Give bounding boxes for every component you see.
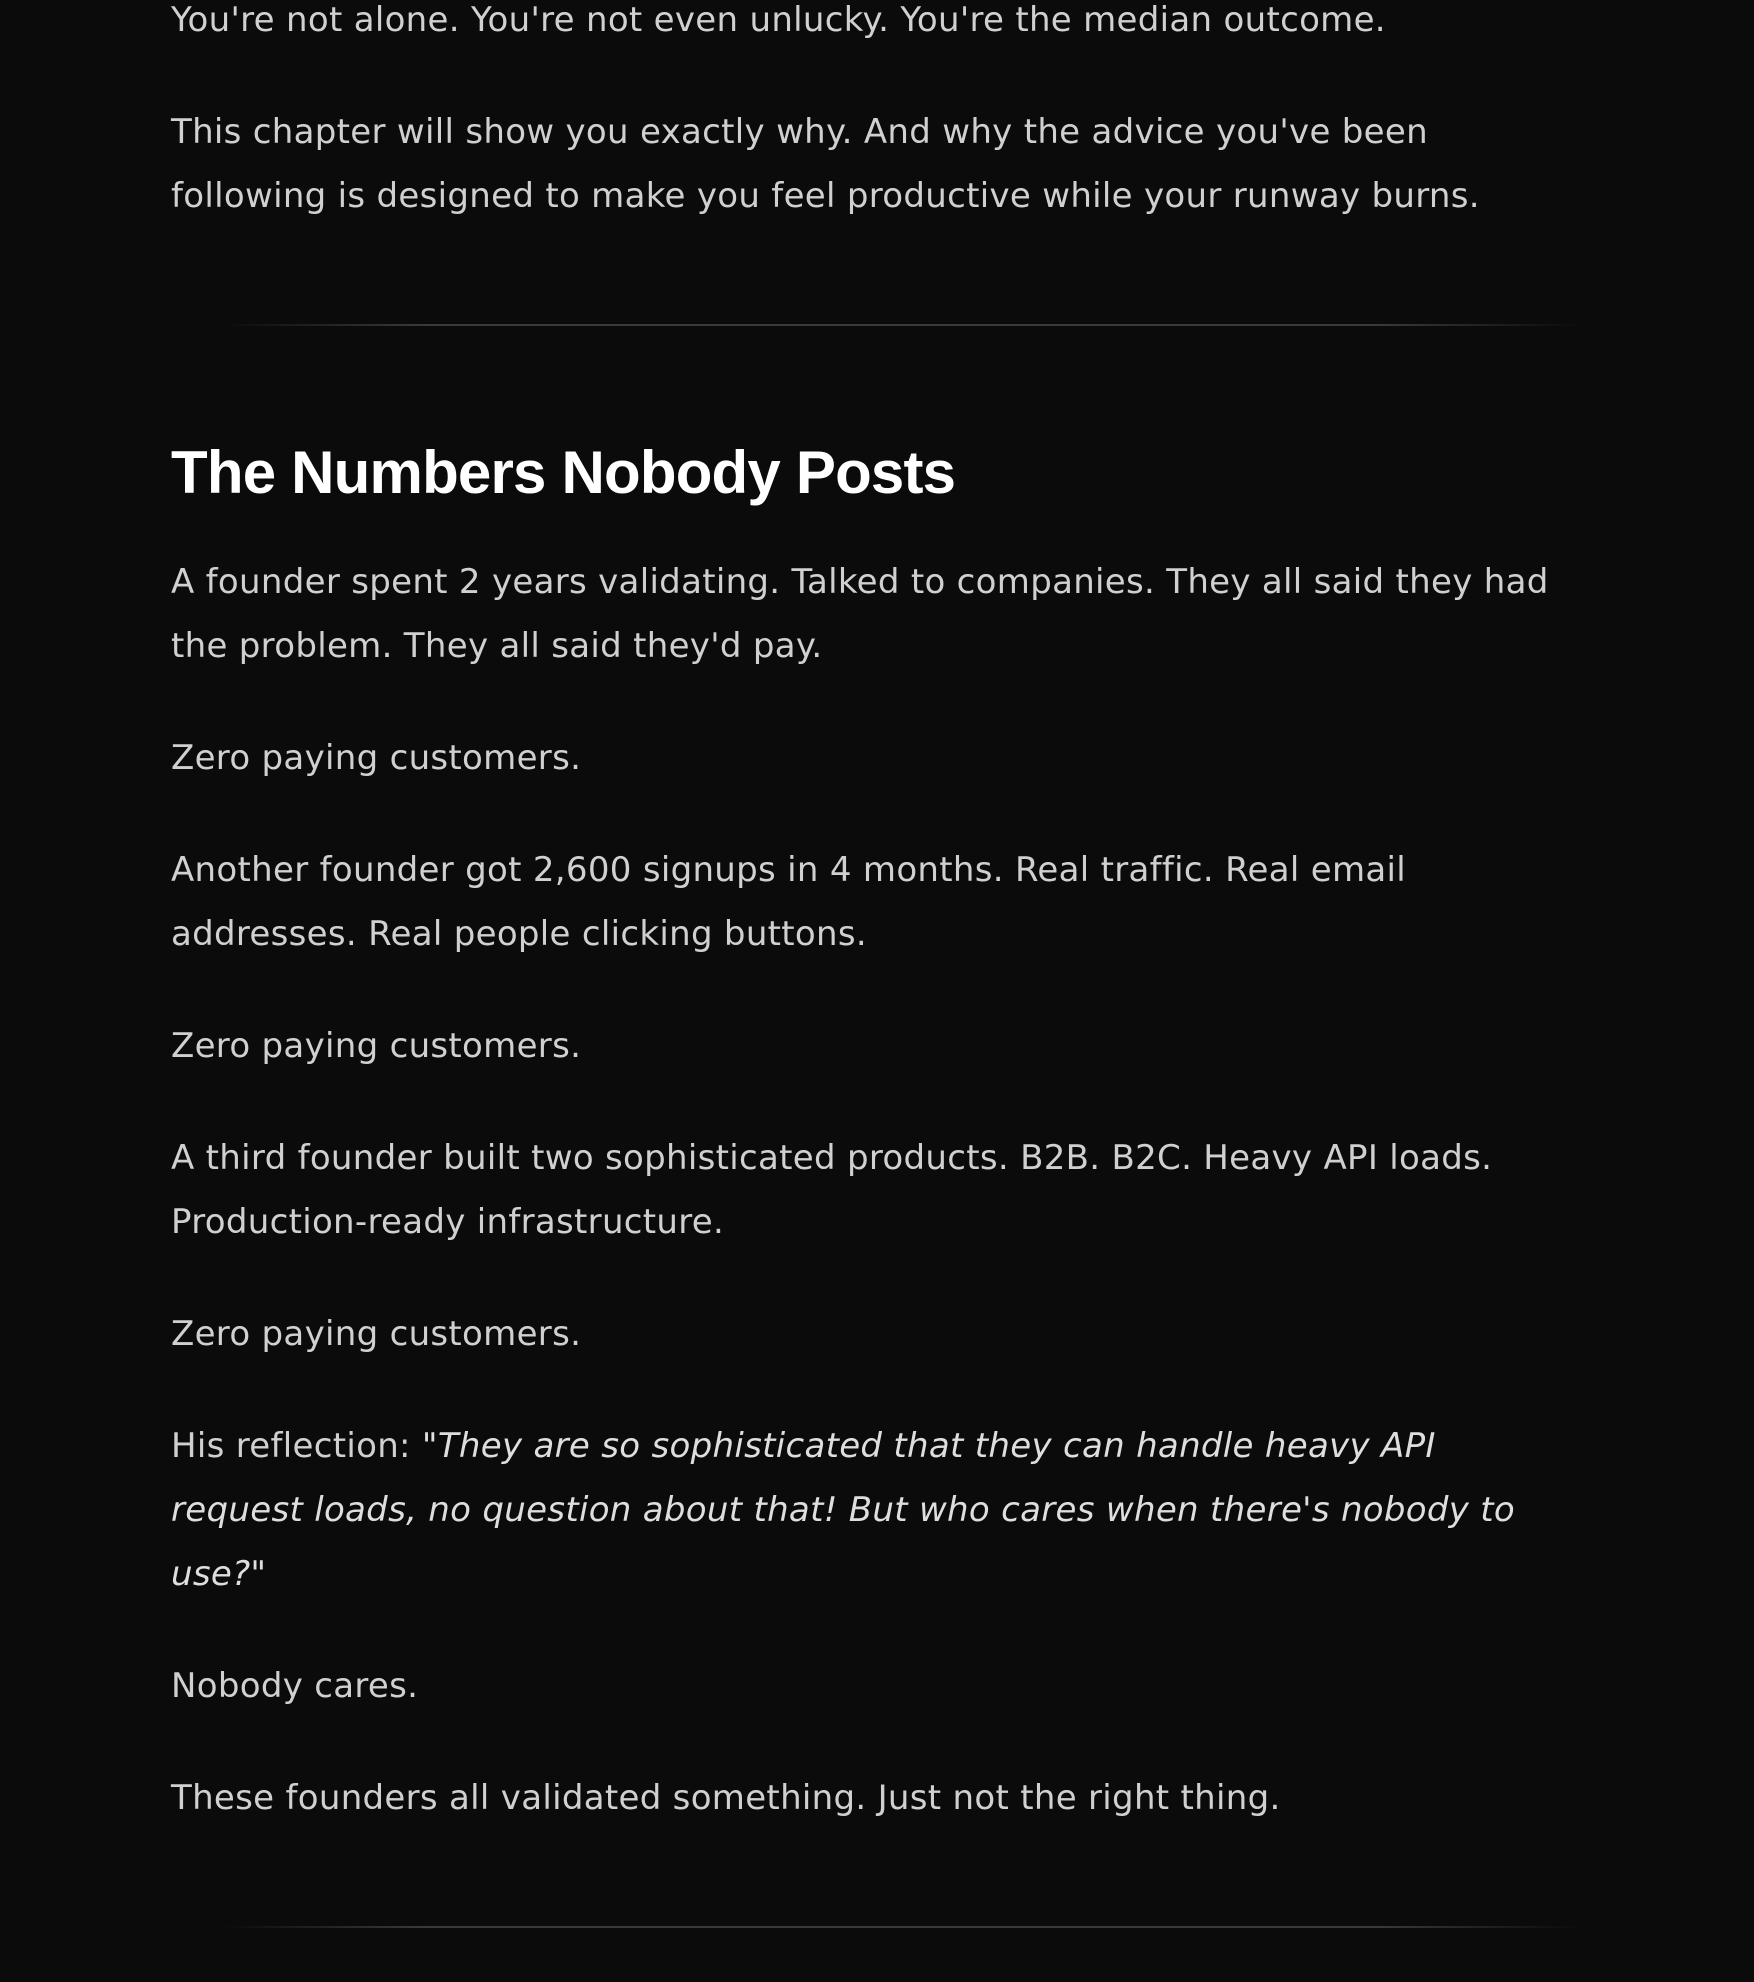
paragraph-founder-2-line-1: Another founder got 2,600 signups in 4 months. Real traffic. Real email — [171, 850, 1406, 890]
reflection-quote-3: use?" — [171, 1554, 267, 1594]
section-divider-top — [221, 324, 1581, 326]
paragraph-founder-3-line-1: A third founder built two sophisticated products. B2B. B2C. Heavy API loads. — [171, 1138, 1493, 1178]
zero-customers-2: Zero paying customers. — [171, 1026, 582, 1066]
section-divider-bottom — [221, 1926, 1581, 1928]
reflection-label: His reflection: — [171, 1426, 422, 1466]
intro-line: You're not alone. You're not even unlucky. You're the median outcome. — [171, 0, 1386, 40]
paragraph-founder-1-line-2: the problem. They all said they'd pay. — [171, 626, 823, 666]
paragraph-founder-3-line-2: Production-ready infrastructure. — [171, 1202, 725, 1242]
reflection-line-1 — [171, 1414, 1436, 1478]
section-title: The Numbers Nobody Posts — [171, 439, 956, 506]
closing-line: These founders all validated something. Just not the right thing. — [171, 1778, 1281, 1818]
zero-customers-3: Zero paying customers. — [171, 1314, 582, 1354]
chapter-intro-line-2: following is designed to make you feel productive while your runway burns. — [171, 176, 1480, 216]
zero-customers-1: Zero paying customers. — [171, 738, 582, 778]
reflection-quote-2: request loads, no question about that! But who cares when there's nobody to — [171, 1490, 1516, 1530]
chapter-intro-line-1: This chapter will show you exactly why. And why the advice you've been — [171, 112, 1428, 152]
reflection-quote-1: "They are so sophisticated that they can handle heavy API — [421, 1426, 1436, 1466]
nobody-cares: Nobody cares. — [171, 1666, 419, 1706]
paragraph-founder-1-line-1: A founder spent 2 years validating. Talked to companies. They all said they had — [171, 562, 1549, 602]
paragraph-founder-2-line-2: addresses. Real people clicking buttons. — [171, 914, 868, 954]
